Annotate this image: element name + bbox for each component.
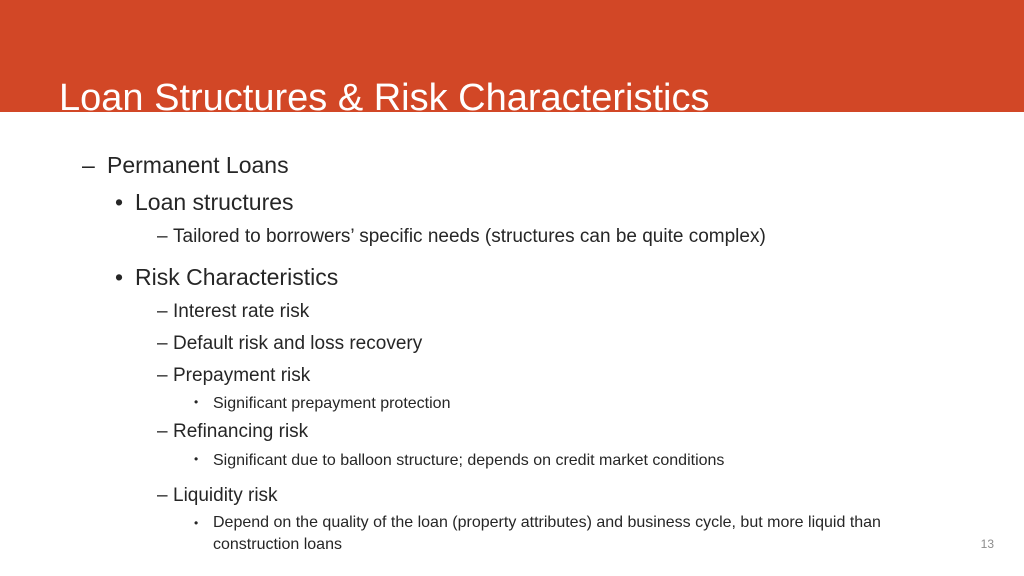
dot-marker: • bbox=[115, 189, 124, 215]
bullet-balloon-structure bbox=[194, 448, 724, 472]
bullet-text: Refinancing risk bbox=[173, 421, 309, 442]
slide-title: Loan Structures & Risk Characteristics bbox=[59, 77, 710, 120]
bullet-text: Permanent Loans bbox=[107, 152, 289, 178]
dash-marker: – bbox=[157, 421, 168, 442]
bullet-text: Depend on the quality of the loan (property attributes) and business cycle, but more liquid than construction loans bbox=[213, 514, 881, 553]
bullet-default-risk bbox=[157, 332, 422, 356]
bullet-interest-rate-risk bbox=[157, 300, 309, 324]
slide-number: 13 bbox=[980, 537, 994, 551]
bullet-text: Liquidity risk bbox=[173, 485, 278, 506]
dash-marker: – bbox=[82, 152, 95, 178]
dash-marker: – bbox=[157, 485, 168, 506]
bullet-text: Significant prepayment protection bbox=[213, 395, 451, 412]
bullet-text: Prepayment risk bbox=[173, 365, 311, 386]
dot-marker: • bbox=[194, 452, 199, 466]
dash-marker: – bbox=[157, 365, 168, 386]
bullet-text: Tailored to borrowers’ specific needs (structures can be quite complex) bbox=[173, 226, 766, 247]
bullet-loan-structures bbox=[115, 188, 294, 216]
bullet-risk-characteristics bbox=[115, 263, 338, 291]
bullet-text: Default risk and loss recovery bbox=[173, 333, 423, 354]
dot-marker: • bbox=[194, 395, 199, 409]
bullet-liquidity-risk bbox=[157, 484, 278, 508]
bullet-text: Interest rate risk bbox=[173, 301, 310, 322]
bullet-text: Significant due to balloon structure; depends on credit market conditions bbox=[213, 452, 725, 469]
bullet-text: Loan structures bbox=[135, 189, 294, 215]
bullet-tailored bbox=[157, 225, 766, 249]
dash-marker: – bbox=[157, 301, 168, 322]
dot-marker: • bbox=[194, 516, 199, 530]
bullet-prepayment-protection bbox=[194, 391, 450, 415]
dot-marker: • bbox=[115, 264, 124, 290]
dash-marker: – bbox=[157, 226, 168, 247]
bullet-text: Risk Characteristics bbox=[135, 264, 339, 290]
bullet-loan-quality bbox=[194, 512, 934, 556]
bullet-refinancing-risk bbox=[157, 420, 308, 444]
dash-marker: – bbox=[157, 333, 168, 354]
bullet-prepayment-risk bbox=[157, 364, 310, 388]
bullet-permanent-loans bbox=[82, 151, 289, 179]
title-bar bbox=[0, 0, 1024, 120]
